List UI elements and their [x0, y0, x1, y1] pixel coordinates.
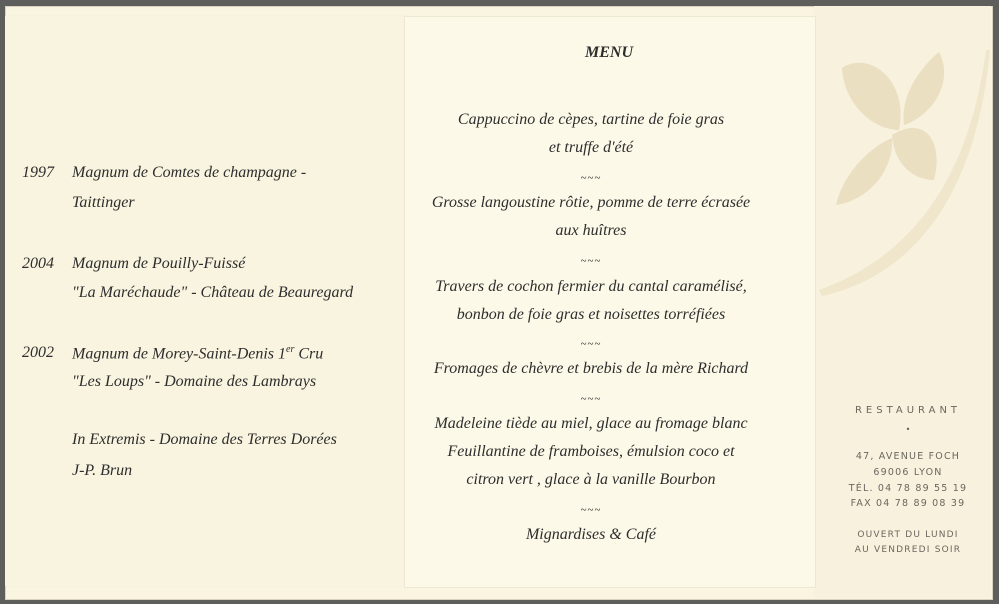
- opening-hours: OUVERT DU LUNDI: [857, 530, 959, 540]
- course-line: et truffe d'été: [548, 139, 634, 156]
- bullet-icon: •: [905, 425, 911, 434]
- restaurant-phone: TÉL. 04 78 89 55 19: [848, 483, 968, 494]
- wine-producer: "Les Loups" - Domaine des Lambrays: [72, 373, 317, 390]
- course-line: Madeleine tiède au miel, glace au fromage blanc: [434, 415, 748, 432]
- wine-producer: J-P. Brun: [72, 462, 133, 479]
- course-separator: ~~~: [580, 172, 602, 184]
- restaurant-city: 69006 LYON: [873, 467, 943, 478]
- course-line: bonbon de foie gras et noisettes torréfiées: [456, 306, 726, 323]
- course-separator: ~~~: [580, 338, 602, 350]
- course-line: Cappuccino de cèpes, tartine de foie gras: [457, 111, 725, 128]
- wine-name: Magnum de Comtes de champagne -: [72, 164, 307, 181]
- course-separator: ~~~: [580, 255, 602, 267]
- course-line: Mignardises & Café: [525, 526, 657, 543]
- course-line: Travers de cochon fermier du cantal caramélisé,: [435, 278, 747, 295]
- wine-year: 1997: [22, 164, 54, 181]
- wine-name: In Extremis - Domaine des Terres Dorées: [72, 431, 337, 448]
- course-line: Grosse langoustine rôtie, pomme de terre écrasée: [431, 194, 751, 211]
- wine-year: 2004: [22, 255, 54, 272]
- course-line: Fromages de chèvre et brebis de la mère Richard: [433, 360, 749, 377]
- restaurant-name: RESTAURANT: [854, 405, 962, 416]
- course-line: Feuillantine de framboises, émulsion coco et: [447, 443, 735, 460]
- menu-panel: [404, 16, 816, 588]
- menu-title: MENU: [584, 44, 633, 61]
- course-separator: ~~~: [580, 393, 602, 405]
- leaf-motif-icon: [814, 20, 994, 300]
- wine-producer: "La Maréchaude" - Château de Beauregard: [72, 284, 354, 301]
- wine-producer: Taittinger: [72, 194, 135, 211]
- wine-name: Magnum de Morey-Saint-Denis 1er Cru: [72, 344, 324, 363]
- wine-name: Magnum de Pouilly-Fuissé: [72, 255, 246, 272]
- wine-year: 2002: [22, 344, 54, 361]
- course-line: citron vert , glace à la vanille Bourbon: [466, 471, 716, 488]
- course-separator: ~~~: [580, 504, 602, 516]
- restaurant-address: 47, AVENUE FOCH: [855, 451, 961, 462]
- opening-hours: AU VENDREDI SOIR: [854, 545, 962, 555]
- course-line: aux huîtres: [555, 222, 627, 239]
- restaurant-fax: FAX 04 78 89 08 39: [850, 498, 966, 509]
